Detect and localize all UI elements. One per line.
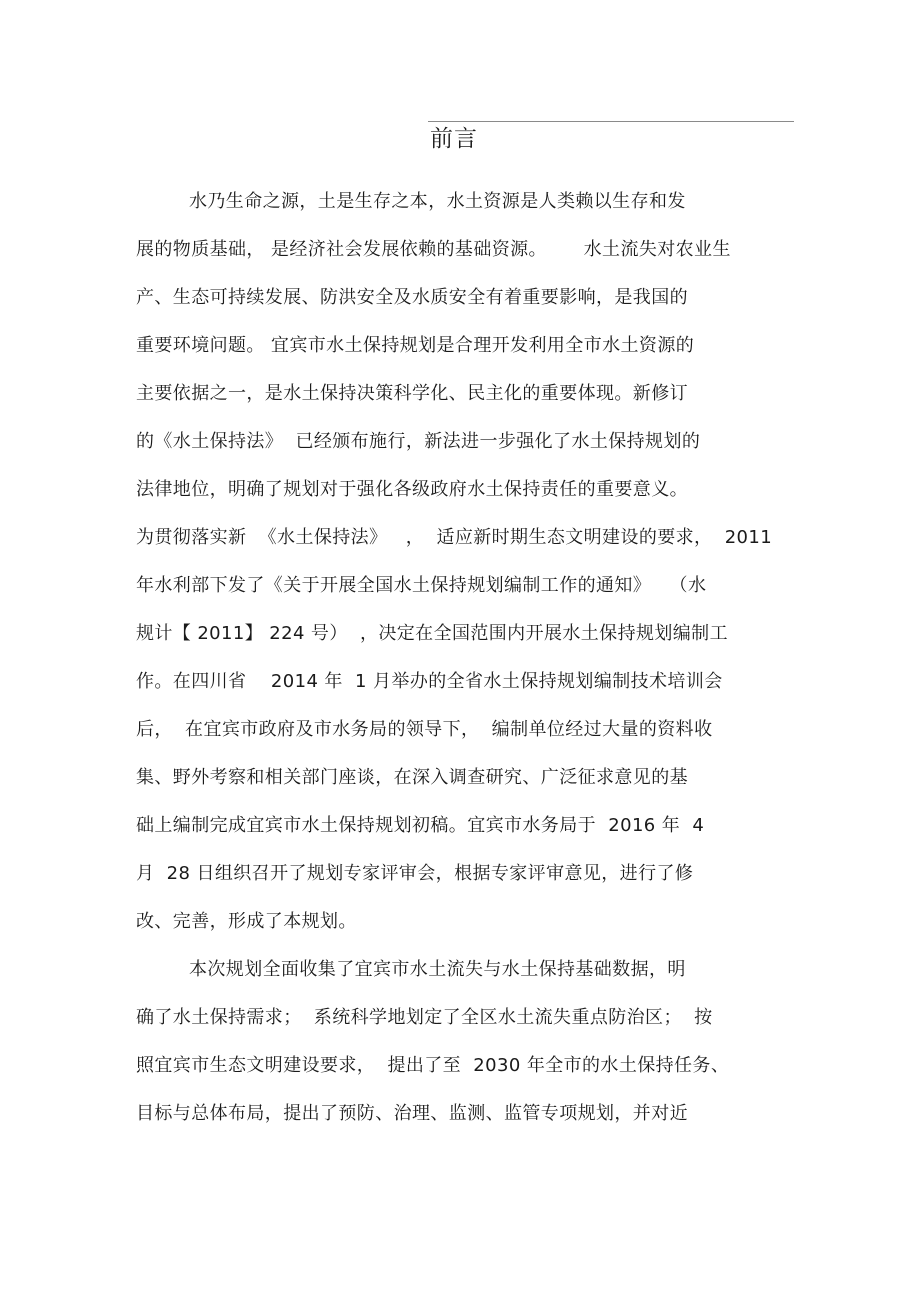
- text-line: 本次规划全面收集了宜宾市水土流失与水土保持基础数据，明: [189, 959, 686, 980]
- text-line: 后， 在宜宾市政府及市水务局的领导下， 编制单位经过大量的资料收: [136, 719, 713, 740]
- text-line: 为贯彻落实新 《水土保持法》 ， 适应新时期生态文明建设的要求， 2011: [136, 527, 773, 548]
- text-line: 规计【 2011】 224 号） ，决定在全国范围内开展水土保持规划编制工: [136, 623, 728, 644]
- text-line: 改、完善，形成了本规划。: [136, 911, 357, 932]
- text-line: 展的物质基础， 是经济社会发展依赖的基础资源。 水土流失对农业生: [136, 239, 731, 260]
- text-line: 照宜宾市生态文明建设要求， 提出了至 2030 年全市的水土保持任务、: [136, 1055, 730, 1076]
- page-title: 前言: [430, 126, 478, 152]
- header-rule: [428, 121, 794, 122]
- text-line: 确了水土保持需求； 系统科学地划定了全区水土流失重点防治区； 按: [136, 1007, 713, 1028]
- text-line: 作。在四川省 2014 年 1 月举办的全省水土保持规划编制技术培训会: [136, 671, 723, 692]
- text-line: 年水利部下发了《关于开展全国水土保持规划编制工作的通知》 （水: [136, 575, 707, 596]
- text-line: 目标与总体布局，提出了预防、治理、监测、监管专项规划，并对近: [136, 1103, 688, 1124]
- text-line: 主要依据之一，是水土保持决策科学化、民主化的重要体现。新修订: [136, 383, 688, 404]
- text-line: 产、生态可持续发展、防洪安全及水质安全有着重要影响，是我国的: [136, 287, 688, 308]
- text-line: 月 28 日组织召开了规划专家评审会，根据专家评审意见，进行了修: [136, 863, 694, 884]
- text-line: 水乃生命之源，土是生存之本，水土资源是人类赖以生存和发: [189, 191, 686, 212]
- text-line: 重要环境问题。 宜宾市水土保持规划是合理开发利用全市水土资源的: [136, 335, 695, 356]
- text-line: 法律地位，明确了规划对于强化各级政府水土保持责任的重要意义。: [136, 479, 688, 500]
- text-line: 础上编制完成宜宾市水土保持规划初稿。宜宾市水务局于 2016 年 4: [136, 815, 705, 836]
- text-line: 的《水土保持法》 已经颁布施行，新法进一步强化了水土保持规划的: [136, 431, 701, 452]
- text-line: 集、野外考察和相关部门座谈，在深入调查研究、广泛征求意见的基: [136, 767, 688, 788]
